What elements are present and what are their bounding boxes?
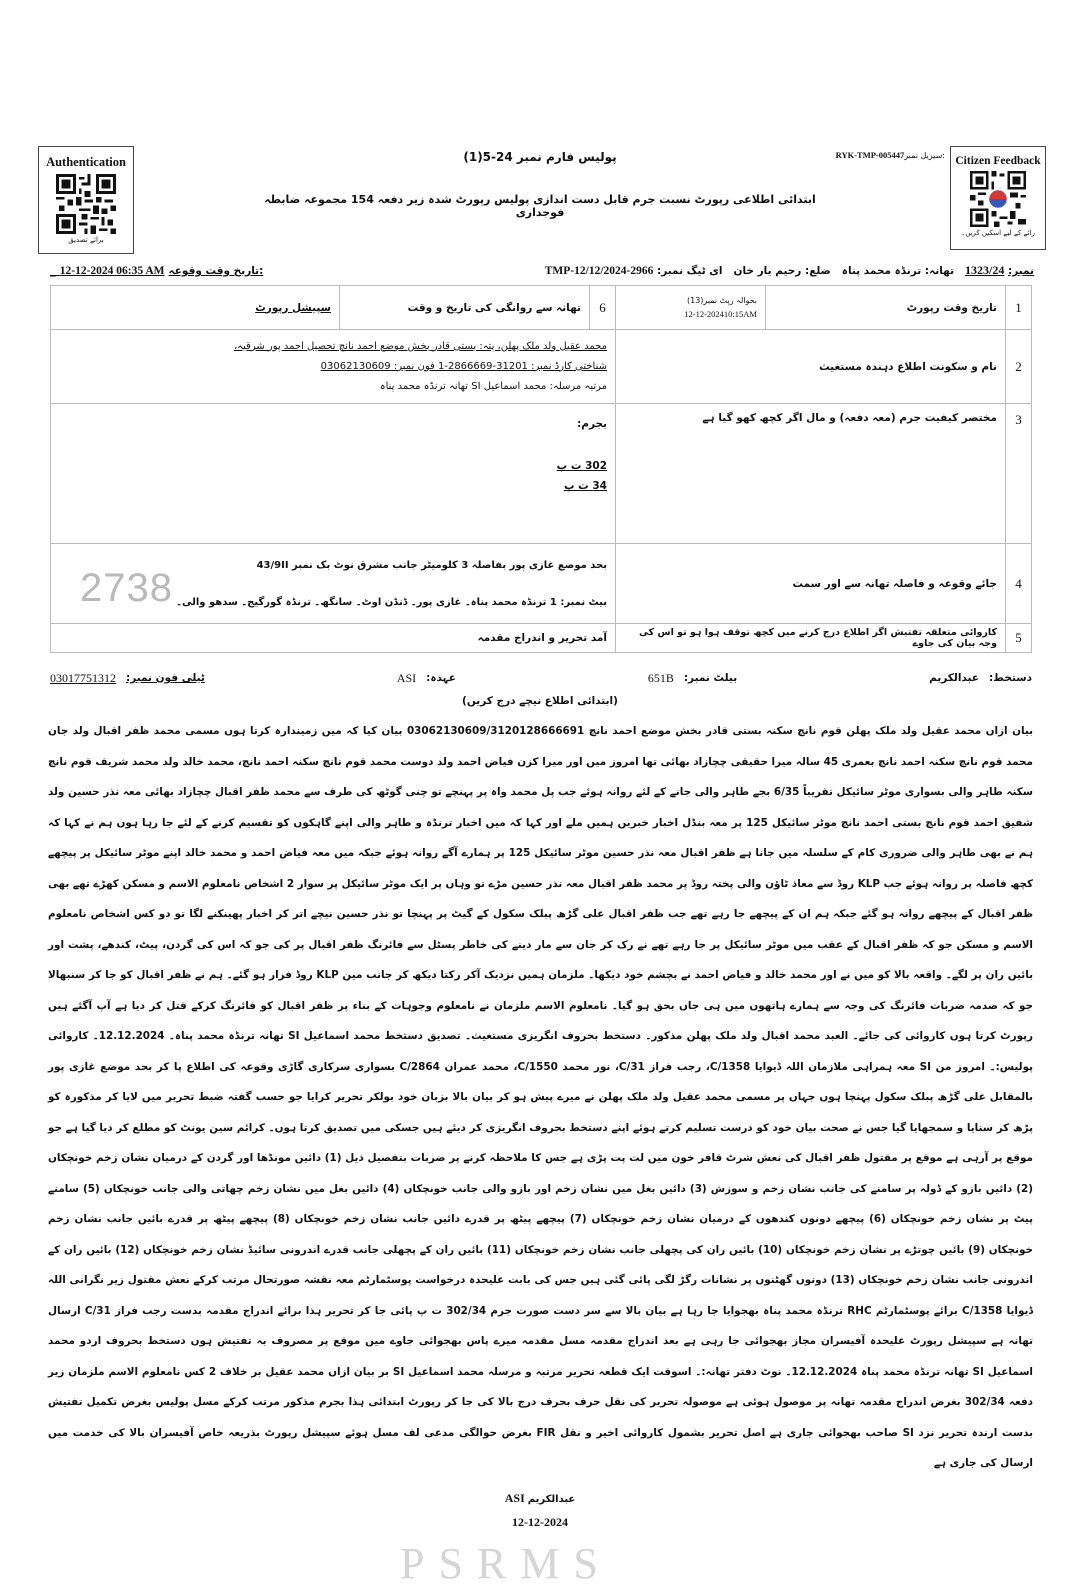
form-number: پولیس فارم نمبر 24-5(1) <box>463 150 617 164</box>
authentication-title: Authentication <box>46 155 126 169</box>
table-row-1 <box>51 286 1032 330</box>
serial-label: سیریل نمبر: <box>904 151 945 160</box>
form-title: ابتدائی اطلاعی رپورٹ نسبت جرم قابل دست اندازی پولیس رپورٹ شدہ زیر دفعہ 154 مجموعہ ضابطہ فوجداری <box>264 193 816 219</box>
fir-no-value: 1323/24 <box>965 263 1005 277</box>
etag-value: TMP-12/12/2024-2966 <box>544 265 654 277</box>
row-number: 3 <box>1006 404 1032 544</box>
occurrence-datetime: _ 12-12-2024 06:35 AM تاریخ وقت وقوعہ: <box>50 263 264 277</box>
fir-no-label: نمبر: <box>1008 265 1034 277</box>
belt-number-value: 651B <box>647 670 674 685</box>
row-number: 1 <box>1006 286 1032 330</box>
first-information-statement: بیان ازاں محمد عقیل ولد ملک پھلن قوم نانچ سکنہ بستی قادر بخش موضع احمد نانچ 03062130609/3120128666691 بیان کیا کہ میں زمیندارہ کرتا ہوں مسمی محمد ظفر اقبال ولد جان محمد قوم نانچ سکنہ احمد نانچ بعمری 45 سالہ میرا حقیقی چچازاد بھائی تھا امروز میں اور میرا کزن فیاض احمد ولد دوست محمد قوم نانچ سکنہ احمد نانچ، محمد خالد ولد محمد شریف قوم نانچ سکنہ طاہر والی بسواری موٹر سائیکل تقریباً 6/35 بجے طاہر والی جانے کے لئے روانہ ہوئے جب پل محمد واہ پر پہنچے تو چنی گوٹھ کی طرف سے محمد ظفر اقبال چچازاد بھائی معہ نذر حسین ولد شفیق احمد قوم نانچ بستی احمد نانچ موٹر سائیکل 125 پر معہ بنڈل اخبار خبریں ہمیں ملے اور کہا کہ میں اخبار ترنڈہ و طاہر والی اپنے گاہکوں کو تقسیم کرنے کے لئے جا رہا ہوں ہم نے کہا کہ ہم نے بھی طاہر والی ضروری کام کے سلسلہ میں جانا ہے ظفر اقبال معہ نذر حسین موٹر سائیکل 125 پر ہمارے آگے روانہ ہوئے جبکہ میں معہ فیاض احمد و محمد خالد اپنے موٹر سائیکل پر پیچھے کچھ فاصلہ پر روانہ ہوئے جب KLP روڈ سے معاذ ٹاؤن والی پختہ روڈ پر محمد ظفر اقبال معہ نذر حسین مڑے تو وہاں پر ایک موٹر سائیکل پر سوار 2 اشخاص نامعلوم الاسم و مسکن کھڑے تھے بھی ظفر اقبال کے پیچھے روانہ ہو گئے جبکہ ہم ان کے پیچھے جا رہے تھے جب ظفر اقبال علی گڑھ پبلک سکول کے گیٹ پر پہنچا تو نذر حسین نیچے اتر کر اخبار پھینکنے لگا تو دو کس اشخاص نامعلوم الاسم و مسکن جو کہ ظفر اقبال کے عقب میں موٹر سائیکل پر جا رہے تھے نے رک کر جان سے مار دینے کی خاطر پسٹل سے فائرنگ ظفر اقبال پر کی جو کہ اس کی گردن، پیٹ، کندھے، پشت اور بائیں ران پر لگے۔ واقعہ بالا کو میں نے اور محمد خالد و فیاض احمد نے بچشم خود دیکھا۔ ملزمان ہمیں نزدیک آکر رکتا دیکھ کر جانب مین KLP روڈ فرار ہو گئے۔ ہم نے ظفر اقبال کو جا کر سنبھالا جو کہ صدمہ ضربات فائرنگ کی وجہ سے ہمارے ہاتھوں میں ہی جاں بحق ہو گیا۔ نامعلوم الاسم ملزمان نے نامعلوم وجوہات کے بناء پر ظفر اقبال کو فائرنگ کرکے قتل کر دیا ہے آپ آگئے ہیں رپورٹ کرتا ہوں کاروائی کی جائے۔ العبد محمد اقبال ولد ملک پھلن مذکور۔ دستخط بحروف انگریزی مستغیث۔ تصدیق دستخط محمد اسماعیل SI تھانہ ترنڈہ محمد پناہ۔ 12.12.2024۔ کاروائی پولیس:۔ امروز من SI معہ ہمراہی ملازمان اللہ ڈیوایا 1358/C، رجب فراز 31/C، نور محمد 1550/C، محمد عمران 2864/C بسواری سرکاری گاڑی وقوعہ کی اطلاع پا کر بحد موضع غازی پور بالمقابل علی گڑھ پبلک سکول پہنچا ہوں جہاں پر مسمی محمد عقیل ولد ملک پھلن نے میرے پیش ہو کر بیان بالا بزبان خود بولکر تحریر کرایا جو حسب گفتہ ضبط تحریر میں لایا کر مذکورہ کو پڑھ کر سنایا و سمجھایا گیا جس نے صحت بیان خود کو درست تسلیم کرتے ہوئے اپنے دستخط بحروف انگریزی کر دیئے ہیں جسکی میں تصدیق کرتا ہوں۔ کرائم سین یونٹ کو مطلع کر دیا گیا ہے جو موقع پر آرہی ہے موقع پر مقتول ظفر اقبال کی نعش شرٹ قافر خون میں لت پت پڑی ہے جس کا ملاحظہ کرنے پر ضربات بتفصیل ذیل (1) دائیں مونڈھا اور گردن کے درمیان نشان زخم خونچکاں (2) دائیں بازو کے ڈولہ پر سامنے کی جانب نشان زخم و سوزش (3) دائیں بغل میں نشان زخم اور بازو والی جانب خونچکاں (4) دائیں بغل میں نشان زخم چھاتی والی جانب خونچکاں (5) سامنے پیٹ پر نشان زخم خونچکاں (6) پیچھے دونوں کندھوں کے درمیان نشان زخم خونچکاں (7) پیچھے پیٹھ پر قدرے دائیں جانب نشان زخم خونچکاں (8) پیچھے پیٹھ پر قدرے بائیں جانب نشان زخم خونچکاں (9) بائیں چوتڑے پر نشان زخم خونچکاں (10) بائیں ران کی پچھلی جانب نشان زخم خونچکاں (11) بائیں ران کے پچھلی جانب قدرے اندرونی سائیڈ نشان زخم خونچکاں (12) بائیں ران کے اندرونی جانب نشان زخم خونچکاں (13) دونوں گھٹنوں پر نشانات رگڑ لگی پائی گئی ہیں جس کی بابت علیحدہ درخواست پوسٹمارٹم معہ نقشہ صورتحال مرتب کرکے نعش مقتول زیر نگرانی اللہ ڈیوایا 1358/C برائے پوسٹمارٹم RHC ترنڈہ محمد پناہ بھجوایا جا رہا ہے بیان بالا سے سر دست صورت جرم 302/34 ت پ پائی جا کر تحریر ہذا برائے اندراج مقدمہ بدست رجب فراز 31/C ارسال تھانہ ہے سپیشل رپورٹ علیحدہ آفیسران مجاز بھجوائی جا رہی ہے بعد اندراج مقدمہ مسل مقدمہ میرے پاس بھجوائی جاوے میں موقع پر مصروف بہ تفتیش ہوں دستخط بحروف اردو محمد اسماعیل SI تھانہ ترنڈہ محمد پناہ 12.12.2024۔ نوٹ دفتر تھانہ:۔ اسوقت ایک قطعہ تحریر مرتبہ و مرسلہ محمد اسماعیل SI بر بیان ازاں محمد عقیل بر خلاف 2 کس نامعلوم الاسم ملزمان زیر دفعہ 302/34 بغرض اندراج مقدمہ تھانہ پر موصول ہوئی ہے موصولہ تحریر کی نقل حرف بحرف درج بالا کی جا کر رپورٹ ابتدائی ہذا بجرم مذکور مرتب کرکے مسل پولیس بغرض تکمیل تفتیش بدست ارندہ تحریر نزد SI صاحب بھجوائی جاری ہے اصل تحریر بشمول کاروائی اخیر و نقل FIR بغرض حوالگی مدعی لف مسل ہوئے سپیشل رپورٹ بذریعہ خاص آفیسران بالا کی خدمت میں ارسال کی جاری ہے <box>48 725 1034 1469</box>
occurrence-label: تاریخ وقت وقوعہ: <box>168 265 264 277</box>
footer-signatory <box>440 1491 640 1506</box>
authentication-caption: برائے تصدیق <box>68 236 104 244</box>
section-34: 34 ت پ <box>563 480 607 492</box>
serial-value: RYK-TMP-005447 <box>835 150 905 160</box>
citizen-feedback-title: Citizen Feedback <box>955 155 1041 167</box>
offence-sections <box>51 404 616 544</box>
section-302: 302 ت پ <box>556 460 607 472</box>
signature-label: دستخط: <box>988 672 1032 684</box>
row-number: 5 <box>1006 624 1032 653</box>
departure-datetime-value: سپیشل رپورٹ <box>51 286 340 330</box>
complainant-label: نام و سکونت اطلاع دہندہ مستغیث <box>616 330 1006 404</box>
departure-datetime-label: تھانہ سے روانگی کی تاریخ و وقت <box>340 286 590 330</box>
delay-reason-value: آمد تحریر و اندراج مقدمہ <box>51 624 616 653</box>
delay-reason-label: کاروائی متعلقہ تفتیش اگر اطلاع درج کرنے میں کچھ توقف ہوا ہو تو اس کی وجہ بیان کی جاوے <box>616 624 1006 653</box>
phone-value: 03017751312 <box>50 670 116 685</box>
row-number: 4 <box>1006 544 1032 624</box>
report-reference: بحوالہ رپٹ نمبر(13) <box>686 296 757 305</box>
crime-label: بجرم: <box>577 418 607 430</box>
citizen-feedback-qr-code[interactable] <box>970 171 1026 227</box>
police-station-value: ترنڈہ محمد پناہ <box>841 265 922 277</box>
rank-label: عہدہ: <box>426 672 456 684</box>
report-datetime: 12-12-202410:15AM <box>684 309 757 319</box>
document-number-watermark: 2738 <box>80 566 173 610</box>
row-number: 2 <box>1006 330 1032 404</box>
row-number: 6 <box>590 286 616 330</box>
etag-label: ای ٹیگ نمبر: <box>657 265 723 277</box>
officer-signature-row <box>50 668 1032 688</box>
complainant-name-address: محمد عقیل ولد ملک پھلن، پتہ: بستی قادر بخش موضع احمد نانچ تحصیل احمد پور شرقیہ، <box>233 340 607 352</box>
fir-details-table <box>50 285 1032 653</box>
district-value: رحیم یار خان <box>733 265 802 277</box>
beat-number: بیٹ نمبر: 1 ترنڈہ محمد پناہ۔ غازی پور۔ ڈنڈن اوٹ۔ سانگھ۔ ترنڈہ گورگیج۔ سدھو والی۔ <box>176 596 607 608</box>
rank-pair <box>397 671 456 686</box>
complainant-cnic-phone: شناختی کارڈ نمبر: 31201-2866669-1 فون نمبر: 03062130609 <box>320 360 607 372</box>
police-station-label: تھانہ: <box>924 265 955 277</box>
phone-pair <box>50 671 205 686</box>
rank-value: ASI <box>396 670 417 685</box>
prepared-by: مرتبہ مرسلہ: محمد اسماعیل SI تھانہ ترنڈہ محمد پناہ <box>379 380 607 392</box>
report-datetime-value <box>616 286 766 330</box>
table-row-3 <box>51 404 1032 544</box>
district-label: ضلع: <box>805 265 831 277</box>
authentication-qr-box <box>38 146 134 254</box>
citizen-feedback-qr-box[interactable] <box>950 146 1046 250</box>
complainant-details <box>51 330 616 404</box>
fir-meta-line <box>434 263 1034 278</box>
report-datetime-label: تاریخ وقت رپورٹ <box>766 286 1006 330</box>
footer-date: 12-12-2024 <box>512 1515 568 1529</box>
belt-number-pair <box>648 671 737 686</box>
phone-label: ٹیلی فون نمبر: <box>126 672 205 684</box>
signature-pair <box>929 672 1032 684</box>
place-distance-direction: بحد موضع غازی پور بفاصلہ 3 کلومیٹر جانب مشرق نوٹ بک نمبر 43/9II <box>256 559 607 571</box>
offence-summary-label: مختصر کیفیت جرم (معہ دفعہ) و مال اگر کچھ کھو گیا ہے <box>616 404 1006 544</box>
signature-value: عبدالکریم <box>929 672 979 684</box>
psrms-watermark: PSRMS <box>400 1539 612 1588</box>
footer-rank: ASI <box>504 1491 525 1505</box>
footer-name: عبدالکریم <box>527 1494 576 1505</box>
occurrence-value: 12-12-2024 06:35 AM <box>59 265 165 277</box>
citizen-feedback-caption: رائے کے لیے اسکین کریں۔ <box>961 229 1035 237</box>
table-row-5 <box>51 624 1032 653</box>
table-row-4 <box>51 544 1032 624</box>
table-row-2 <box>51 330 1032 404</box>
serial-number <box>835 150 945 160</box>
belt-number-label: بیلٹ نمبر: <box>683 672 738 684</box>
place-of-occurrence-label: جائے وقوعہ و فاصلہ تھانہ سے اور سمت <box>616 544 1006 624</box>
authentication-qr-code <box>56 174 116 234</box>
first-information-instruction: (ابتدائی اطلاع نیچے درج کریں) <box>462 695 618 707</box>
